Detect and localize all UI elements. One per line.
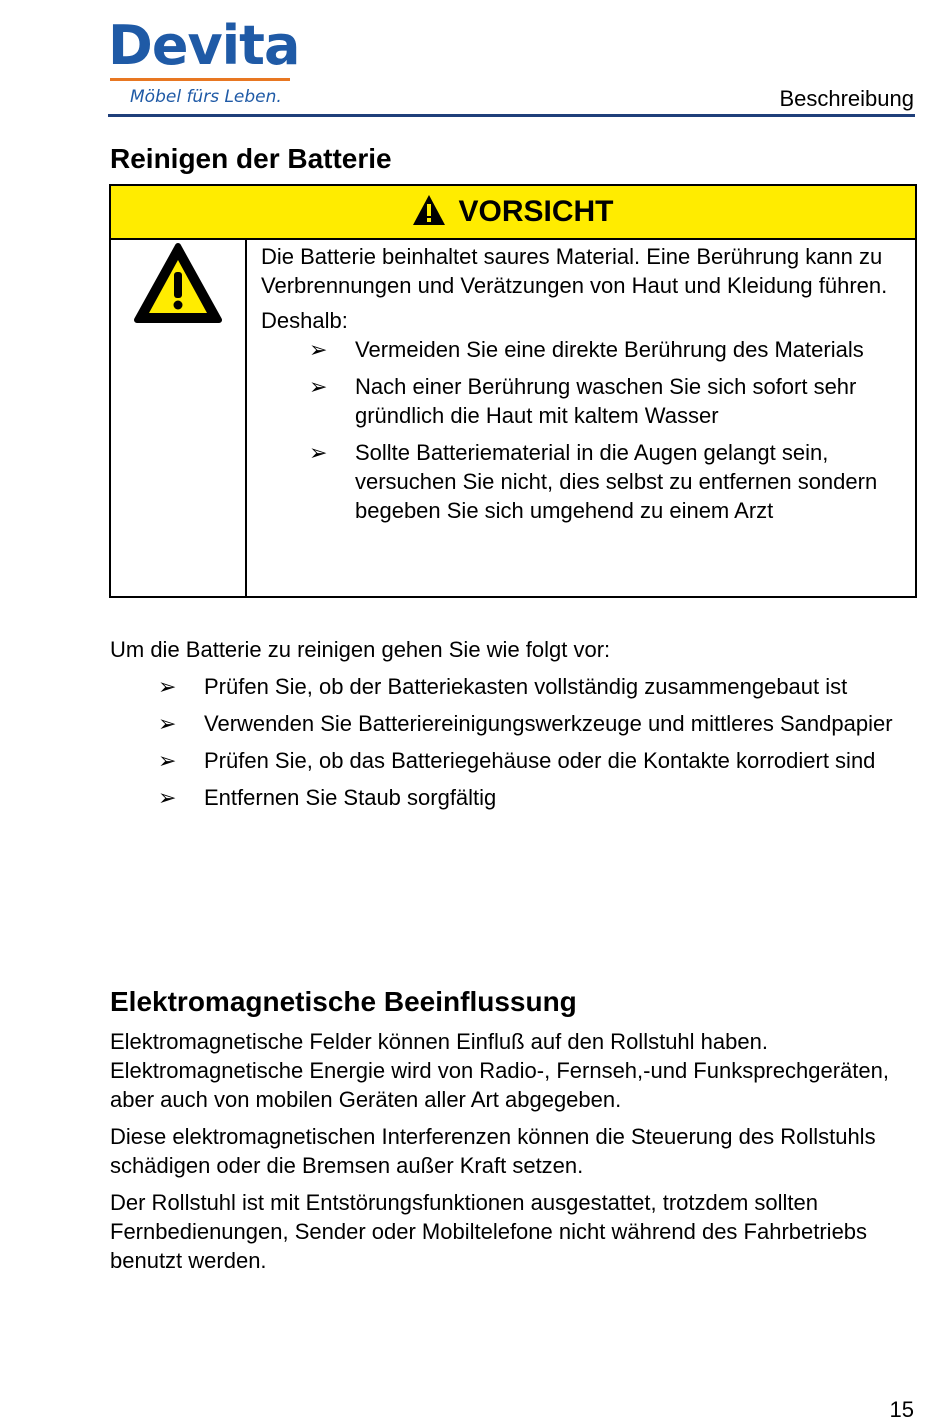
arrowhead-bullet-icon: ➢ <box>309 374 328 399</box>
devita-logo <box>108 14 308 114</box>
caution-text-cell <box>261 242 911 533</box>
arrowhead-bullet-icon: ➢ <box>158 748 177 773</box>
list-item: ➢ Prüfen Sie, ob der Batteriekasten vollständig zusammengebaut ist <box>158 674 848 699</box>
emi-paragraph: Elektromagnetische Felder können Einfluß auf den Rollstuhl haben. Elektromagnetische Energie wird von Radio-, Fernseh,-und Funksprechgeräten, aber auch von mobilen Geräten aller Art abgegeben. <box>110 1029 889 1112</box>
logo-underline <box>110 78 290 81</box>
arrowhead-bullet-icon: ➢ <box>158 785 177 810</box>
emi-text <box>110 1027 920 1283</box>
arrowhead-bullet-icon: ➢ <box>158 674 177 699</box>
section-label: Beschreibung <box>779 86 914 111</box>
header-divider <box>108 114 915 117</box>
caution-label: VORSICHT <box>458 195 614 228</box>
section-title-battery-cleaning: Reinigen der Batterie <box>110 143 392 174</box>
page-number: 15 <box>889 1397 914 1422</box>
caution-list <box>261 335 911 525</box>
arrowhead-bullet-icon: ➢ <box>309 337 328 362</box>
logo-tagline: Möbel fürs Leben. <box>130 87 282 107</box>
emi-paragraph: Der Rollstuhl ist mit Entstörungsfunktionen ausgestattet, trotzdem sollten Fernbedienungen, Sender oder Mobiltelefone nicht während des Fahrbetriebs benutzt werden. <box>110 1190 868 1273</box>
cleaning-instructions <box>110 635 920 820</box>
list-item: ➢ Nach einer Berührung waschen Sie sich sofort sehr gründlich die Haut mit kaltem Wasser <box>309 374 857 428</box>
cleaning-steps-list <box>110 672 920 812</box>
warning-triangle-icon <box>412 194 446 226</box>
list-item: ➢ Vermeiden Sie eine direkte Berührung des Materials <box>309 337 864 362</box>
list-item: ➢ Sollte Batteriematerial in die Augen gelangt sein, versuchen Sie nicht, dies selbst zu entfernen sondern begeben Sie sich umgehend zu einem Arzt <box>309 440 878 523</box>
list-item: ➢ Verwenden Sie Batteriereinigungswerkzeuge und mittleres Sandpapier <box>158 711 893 736</box>
list-item: ➢ Prüfen Sie, ob das Batteriegehäuse oder die Kontakte korrodiert sind <box>158 748 876 773</box>
emi-paragraph: Diese elektromagnetischen Interferenzen können die Steuerung des Rollstuhls schädigen oder die Bremsen außer Kraft setzen. <box>110 1124 876 1178</box>
caution-header <box>111 186 915 240</box>
instructions-intro: Um die Batterie zu reinigen gehen Sie wie folgt vor: <box>110 637 611 662</box>
arrowhead-bullet-icon: ➢ <box>158 711 177 736</box>
warning-triangle-icon <box>133 242 223 324</box>
caution-symbol-cell <box>111 240 247 596</box>
caution-lead: Deshalb: <box>261 308 348 333</box>
caution-box <box>109 184 917 598</box>
list-item: ➢ Entfernen Sie Staub sorgfältig <box>158 785 497 810</box>
section-title-emi: Elektromagnetische Beeinflussung <box>110 986 577 1017</box>
logo-wordmark: Devita <box>108 14 300 77</box>
caution-text: Die Batterie beinhaltet saures Material. Eine Berührung kann zu Verbrennungen und Verätzungen von Haut und Kleidung führen. <box>261 244 888 298</box>
arrowhead-bullet-icon: ➢ <box>309 440 328 465</box>
